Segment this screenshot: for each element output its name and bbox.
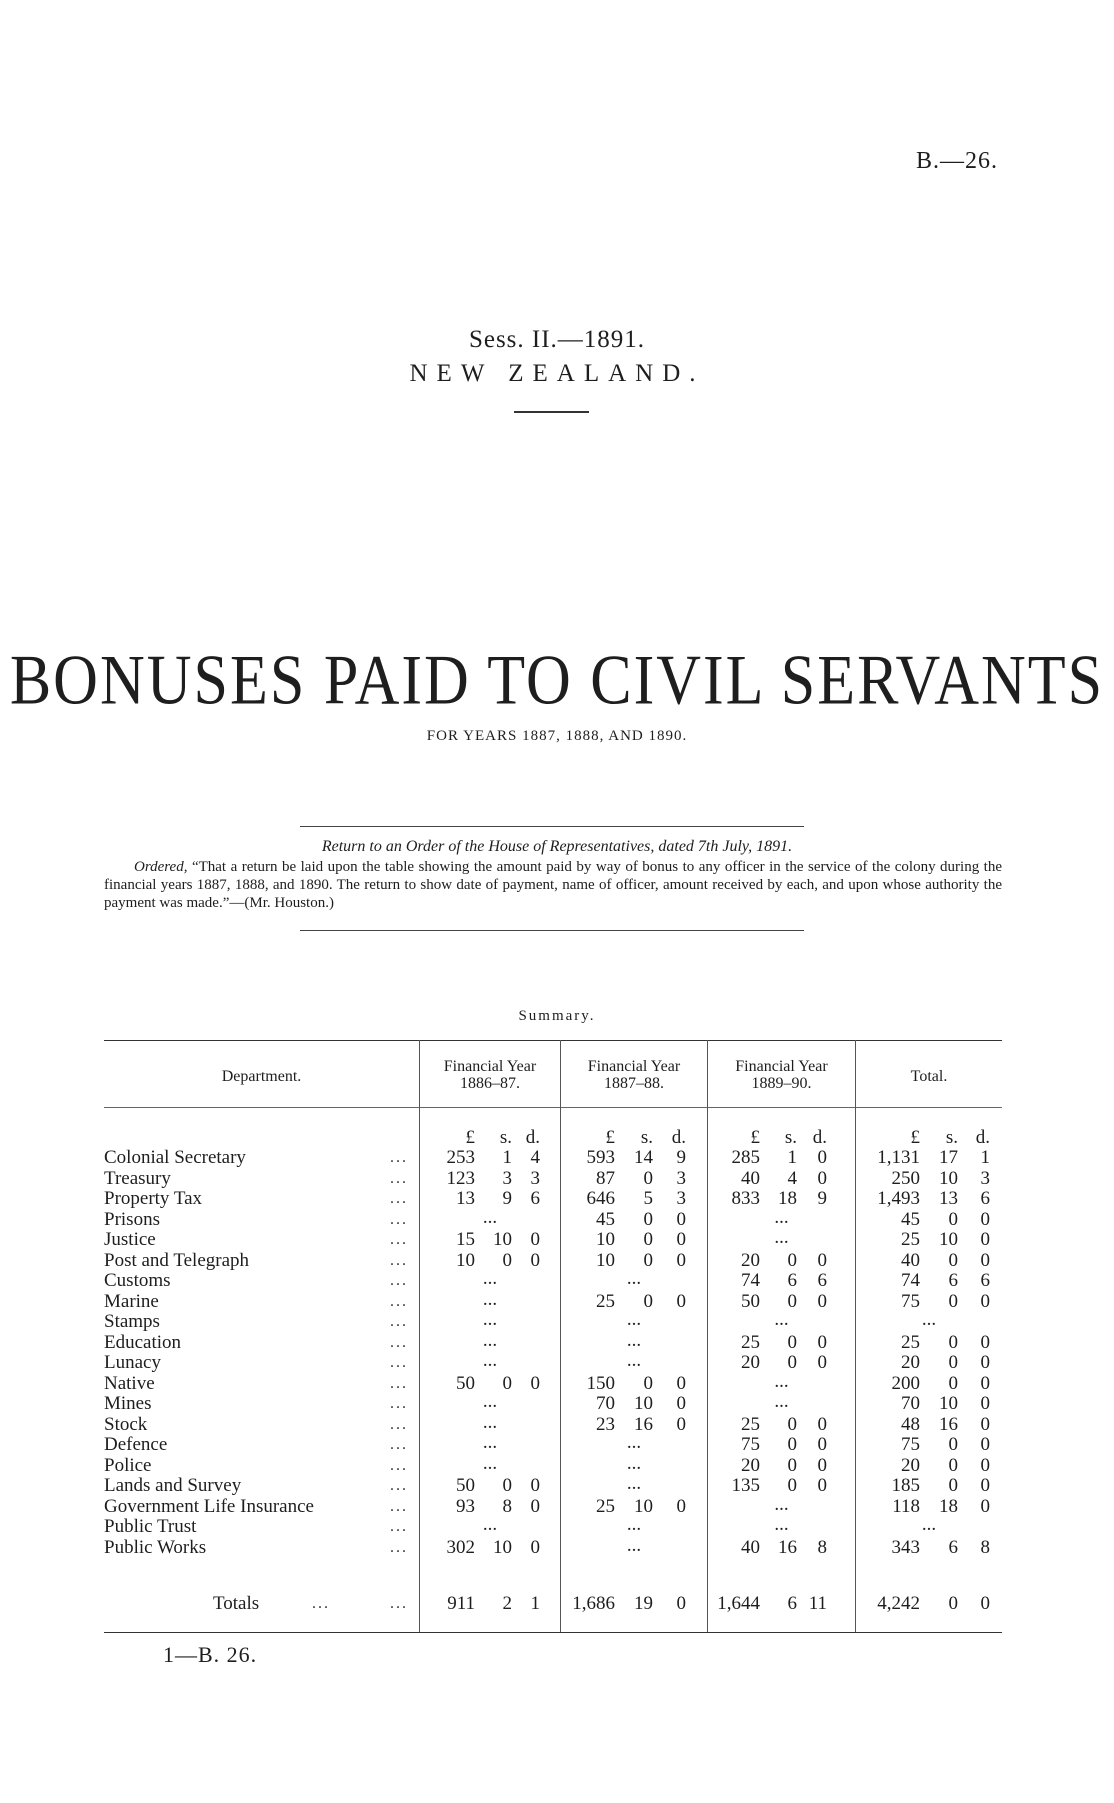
empty-cell: ... — [482, 1330, 498, 1351]
empty-cell: ... — [626, 1514, 642, 1535]
empty-cell: ... — [626, 1309, 642, 1330]
cell-pence: 0 — [817, 1168, 827, 1189]
cell-shillings: 10 — [939, 1229, 958, 1250]
cell-shillings: 0 — [948, 1434, 958, 1455]
cell-shillings: 16 — [778, 1537, 797, 1558]
leader-dots: ... — [390, 1477, 408, 1494]
leader-dots: ... — [312, 1595, 330, 1612]
summary-heading: Summary. — [518, 1008, 596, 1024]
row-department: Police — [104, 1455, 152, 1476]
row-department: Marine — [104, 1291, 159, 1312]
cell-shillings: 0 — [643, 1209, 653, 1230]
cell-pence: 0 — [676, 1250, 686, 1271]
unit-shillings: s. — [945, 1127, 958, 1148]
cell-pence: 0 — [980, 1332, 990, 1353]
cell-pounds: 25 — [901, 1229, 920, 1250]
cell-pence: 8 — [817, 1537, 827, 1558]
cell-pounds: 93 — [456, 1496, 475, 1517]
cell-pounds: 25 — [596, 1291, 615, 1312]
cell-pence: 0 — [980, 1434, 990, 1455]
cell-pounds: 25 — [901, 1332, 920, 1353]
cell-pence: 0 — [530, 1475, 540, 1496]
cell-shillings: 10 — [634, 1393, 653, 1414]
row-department: Public Works — [104, 1537, 207, 1558]
row-department: Education — [104, 1332, 182, 1353]
cell-pence: 0 — [817, 1455, 827, 1476]
leader-dots: ... — [390, 1190, 408, 1207]
leader-dots: ... — [390, 1416, 408, 1433]
empty-cell: ... — [482, 1453, 498, 1474]
total-pounds: 1,644 — [717, 1593, 760, 1614]
cell-shillings: 10 — [634, 1496, 653, 1517]
cell-pence: 0 — [676, 1229, 686, 1250]
cell-pence: 0 — [676, 1393, 686, 1414]
cell-pence: 0 — [980, 1455, 990, 1476]
leader-dots: ... — [390, 1436, 408, 1453]
leader-dots: ... — [390, 1231, 408, 1248]
cell-pence: 0 — [980, 1291, 990, 1312]
cell-shillings: 0 — [787, 1475, 797, 1496]
cell-shillings: 16 — [939, 1414, 958, 1435]
empty-cell: ... — [482, 1207, 498, 1228]
cell-pence: 0 — [676, 1373, 686, 1394]
leader-dots: ... — [390, 1170, 408, 1187]
cell-shillings: 0 — [502, 1373, 512, 1394]
cell-pounds: 185 — [891, 1475, 920, 1496]
row-department: Mines — [104, 1393, 152, 1414]
cell-shillings: 6 — [787, 1270, 797, 1291]
row-department: Prisons — [104, 1209, 160, 1230]
header-fy-1886-87: Financial Year 1886–87. — [443, 1058, 537, 1092]
ordered-paragraph — [104, 858, 1002, 912]
cell-pounds: 75 — [901, 1434, 920, 1455]
cell-shillings: 14 — [634, 1147, 653, 1168]
cell-shillings: 0 — [787, 1352, 797, 1373]
cell-pounds: 87 — [596, 1168, 615, 1189]
row-department: Property Tax — [104, 1188, 203, 1209]
cell-pence: 0 — [817, 1332, 827, 1353]
cell-shillings: 0 — [787, 1291, 797, 1312]
cell-pounds: 135 — [731, 1475, 760, 1496]
total-pence: 0 — [980, 1593, 990, 1614]
cell-pence: 0 — [980, 1209, 990, 1230]
cell-shillings: 0 — [643, 1291, 653, 1312]
return-order-line: Return to an Order of the House of Representatives, dated 7th July, 1891. — [321, 838, 793, 855]
empty-cell: ... — [482, 1289, 498, 1310]
totals-label: Totals — [213, 1593, 260, 1614]
cell-shillings: 17 — [939, 1147, 958, 1168]
cell-pence: 3 — [676, 1168, 686, 1189]
cell-pounds: 48 — [901, 1414, 920, 1435]
cell-pounds: 285 — [731, 1147, 760, 1168]
cell-pounds: 20 — [901, 1455, 920, 1476]
row-department: Native — [104, 1373, 155, 1394]
cell-pounds: 10 — [456, 1250, 475, 1271]
cell-pence: 0 — [980, 1393, 990, 1414]
divider — [514, 411, 589, 413]
cell-pence: 0 — [676, 1496, 686, 1517]
cell-shillings: 8 — [502, 1496, 512, 1517]
cell-shillings: 0 — [948, 1373, 958, 1394]
cell-pounds: 20 — [741, 1352, 760, 1373]
cell-pounds: 25 — [741, 1332, 760, 1353]
cell-pence: 0 — [980, 1250, 990, 1271]
page-reference: B.—26. — [915, 148, 998, 174]
leader-dots: ... — [390, 1272, 408, 1289]
cell-pence: 0 — [676, 1291, 686, 1312]
cell-pence: 0 — [980, 1414, 990, 1435]
cell-shillings: 3 — [502, 1168, 512, 1189]
leader-dots: ... — [390, 1375, 408, 1392]
cell-shillings: 0 — [787, 1414, 797, 1435]
cell-pence: 0 — [817, 1352, 827, 1373]
leader-dots: ... — [390, 1252, 408, 1269]
cell-pounds: 646 — [586, 1188, 615, 1209]
cell-shillings: 10 — [493, 1229, 512, 1250]
ordered-text: “That a return be laid upon the table showing the amount paid by way of bonus to any officer in the service of the colony during the financial years 1887, 1888, and 1890. The return to show date of payment, name of officer, amount received by each, and upon whose authority the payment was made.”—(Mr. Houston.) — [104, 859, 1003, 911]
cell-shillings: 18 — [939, 1496, 958, 1517]
row-department: Justice — [104, 1229, 156, 1250]
row-department: Lands and Survey — [104, 1475, 242, 1496]
cell-pounds: 10 — [596, 1229, 615, 1250]
leader-dots: ... — [390, 1395, 408, 1412]
cell-pounds: 50 — [456, 1475, 475, 1496]
cell-pounds: 50 — [456, 1373, 475, 1394]
cell-pence: 0 — [530, 1373, 540, 1394]
unit-shillings: s. — [640, 1127, 653, 1148]
cell-pence: 0 — [817, 1291, 827, 1312]
cell-shillings: 1 — [787, 1147, 797, 1168]
cell-pence: 3 — [980, 1168, 990, 1189]
row-department: Customs — [104, 1270, 171, 1291]
cell-pence: 0 — [530, 1229, 540, 1250]
cell-pounds: 74 — [901, 1270, 920, 1291]
cell-pence: 0 — [676, 1414, 686, 1435]
cell-pence: 0 — [817, 1147, 827, 1168]
divider — [300, 930, 804, 931]
unit-pounds: £ — [750, 1127, 760, 1148]
leader-dots: ... — [390, 1334, 408, 1351]
leader-dots: ... — [390, 1313, 408, 1330]
cell-pounds: 40 — [741, 1168, 760, 1189]
empty-cell: ... — [482, 1432, 498, 1453]
cell-shillings: 0 — [787, 1332, 797, 1353]
cell-pence: 0 — [817, 1414, 827, 1435]
cell-shillings: 0 — [643, 1373, 653, 1394]
cell-pence: 6 — [817, 1270, 827, 1291]
unit-pounds: £ — [465, 1127, 475, 1148]
cell-pence: 0 — [980, 1373, 990, 1394]
cell-pence: 0 — [530, 1537, 540, 1558]
leader-dots: ... — [390, 1595, 408, 1612]
empty-cell: ... — [921, 1514, 937, 1535]
cell-pence: 3 — [530, 1168, 540, 1189]
divider — [300, 826, 804, 827]
empty-cell: ... — [482, 1309, 498, 1330]
total-pounds: 1,686 — [572, 1593, 615, 1614]
cell-shillings: 0 — [948, 1250, 958, 1271]
cell-shillings: 13 — [939, 1188, 958, 1209]
row-department: Treasury — [104, 1168, 171, 1189]
total-shillings: 2 — [502, 1593, 512, 1614]
cell-pence: 0 — [980, 1475, 990, 1496]
row-department: Government Life Insurance — [104, 1496, 314, 1517]
cell-shillings: 0 — [643, 1168, 653, 1189]
cell-shillings: 6 — [948, 1537, 958, 1558]
empty-cell: ... — [626, 1432, 642, 1453]
row-department: Defence — [104, 1434, 168, 1455]
cell-shillings: 9 — [502, 1188, 512, 1209]
row-department: Lunacy — [104, 1352, 161, 1373]
cell-pence: 0 — [980, 1229, 990, 1250]
cell-pence: 3 — [676, 1188, 686, 1209]
cell-pounds: 45 — [596, 1209, 615, 1230]
unit-pence: d. — [975, 1127, 990, 1148]
leader-dots: ... — [390, 1354, 408, 1371]
cell-pounds: 123 — [446, 1168, 475, 1189]
empty-cell: ... — [774, 1227, 789, 1248]
cell-pounds: 200 — [891, 1373, 920, 1394]
unit-pounds: £ — [910, 1127, 920, 1148]
cell-shillings: 0 — [948, 1209, 958, 1230]
row-department: Public Trust — [104, 1516, 197, 1537]
leader-dots: ... — [390, 1518, 408, 1535]
cell-pence: 4 — [530, 1147, 540, 1168]
cell-pounds: 343 — [891, 1537, 920, 1558]
document-title: BONUSES PAID TO CIVIL SERVANTS — [9, 641, 1105, 720]
cell-pounds: 40 — [901, 1250, 920, 1271]
unit-shillings: s. — [499, 1127, 512, 1148]
cell-shillings: 0 — [948, 1352, 958, 1373]
table-header-rule — [104, 1107, 1002, 1108]
cell-pounds: 70 — [901, 1393, 920, 1414]
row-department: Colonial Secretary — [104, 1147, 246, 1168]
cell-pounds: 25 — [741, 1414, 760, 1435]
table-top-rule — [104, 1040, 1002, 1041]
cell-pounds: 1,493 — [877, 1188, 920, 1209]
empty-cell: ... — [626, 1473, 642, 1494]
empty-cell: ... — [774, 1494, 789, 1515]
cell-shillings: 10 — [939, 1393, 958, 1414]
total-shillings: 0 — [948, 1593, 958, 1614]
cell-pounds: 45 — [901, 1209, 920, 1230]
table-bottom-rule — [104, 1632, 1002, 1633]
leader-dots: ... — [390, 1457, 408, 1474]
empty-cell: ... — [482, 1412, 498, 1433]
cell-shillings: 0 — [643, 1250, 653, 1271]
cell-shillings: 16 — [634, 1414, 653, 1435]
cell-pounds: 50 — [741, 1291, 760, 1312]
cell-shillings: 0 — [502, 1250, 512, 1271]
cell-shillings: 6 — [948, 1270, 958, 1291]
cell-pence: 0 — [676, 1209, 686, 1230]
cell-pounds: 150 — [586, 1373, 615, 1394]
total-shillings: 19 — [634, 1593, 653, 1614]
column-rule — [855, 1040, 856, 1632]
cell-shillings: 10 — [493, 1537, 512, 1558]
cell-shillings: 0 — [787, 1434, 797, 1455]
unit-pounds: £ — [605, 1127, 615, 1148]
cell-pence: 0 — [530, 1250, 540, 1271]
cell-pounds: 118 — [892, 1496, 920, 1517]
empty-cell: ... — [774, 1371, 789, 1392]
cell-pounds: 302 — [446, 1537, 475, 1558]
header-department: Department. — [221, 1068, 302, 1085]
cell-shillings: 0 — [643, 1229, 653, 1250]
cell-pence: 0 — [980, 1496, 990, 1517]
cell-pounds: 250 — [891, 1168, 920, 1189]
cell-pence: 8 — [980, 1537, 990, 1558]
cell-shillings: 10 — [939, 1168, 958, 1189]
cell-pounds: 1,131 — [877, 1147, 920, 1168]
row-department: Stock — [104, 1414, 148, 1435]
cell-shillings: 18 — [778, 1188, 797, 1209]
cell-pence: 6 — [530, 1188, 540, 1209]
leader-dots: ... — [390, 1539, 408, 1556]
cell-pounds: 593 — [586, 1147, 615, 1168]
header-fy-1887-88: Financial Year 1887–88. — [587, 1058, 681, 1092]
empty-cell: ... — [774, 1391, 789, 1412]
cell-pounds: 25 — [596, 1496, 615, 1517]
header-total: Total. — [910, 1068, 948, 1085]
cell-pounds: 40 — [741, 1537, 760, 1558]
session-line: Sess. II.—1891. — [468, 326, 646, 353]
empty-cell: ... — [774, 1309, 789, 1330]
empty-cell: ... — [482, 1514, 498, 1535]
cell-pounds: 13 — [456, 1188, 475, 1209]
cell-pence: 0 — [817, 1475, 827, 1496]
leader-dots: ... — [390, 1498, 408, 1515]
cell-pence: 0 — [530, 1496, 540, 1517]
cell-pounds: 20 — [741, 1455, 760, 1476]
cell-pence: 1 — [980, 1147, 990, 1168]
cell-shillings: 0 — [502, 1475, 512, 1496]
cell-pounds: 20 — [901, 1352, 920, 1373]
cell-pounds: 23 — [596, 1414, 615, 1435]
leader-dots: ... — [390, 1293, 408, 1310]
leader-dots: ... — [390, 1211, 408, 1228]
empty-cell: ... — [774, 1514, 789, 1535]
cell-pence: 9 — [817, 1188, 827, 1209]
cell-shillings: 0 — [787, 1250, 797, 1271]
empty-cell: ... — [482, 1268, 498, 1289]
cell-pounds: 10 — [596, 1250, 615, 1271]
cell-pounds: 70 — [596, 1393, 615, 1414]
empty-cell: ... — [482, 1350, 498, 1371]
total-shillings: 6 — [787, 1593, 797, 1614]
leader-dots: ... — [390, 1149, 408, 1166]
cell-pounds: 253 — [446, 1147, 475, 1168]
cell-shillings: 4 — [787, 1168, 797, 1189]
cell-pounds: 75 — [741, 1434, 760, 1455]
row-department: Post and Telegraph — [104, 1250, 250, 1271]
unit-pence: d. — [812, 1127, 827, 1148]
total-pounds: 911 — [447, 1593, 475, 1614]
cell-pounds: 74 — [741, 1270, 760, 1291]
total-pence: 11 — [808, 1593, 827, 1614]
unit-pence: d. — [671, 1127, 686, 1148]
empty-cell: ... — [626, 1330, 642, 1351]
cell-pounds: 15 — [456, 1229, 475, 1250]
cell-shillings: 0 — [787, 1455, 797, 1476]
cell-pounds: 75 — [901, 1291, 920, 1312]
header-fy-1889-90: Financial Year 1889–90. — [735, 1058, 828, 1092]
cell-pence: 6 — [980, 1188, 990, 1209]
cell-shillings: 5 — [643, 1188, 653, 1209]
cell-shillings: 0 — [948, 1455, 958, 1476]
empty-cell: ... — [482, 1391, 498, 1412]
footer-code: 1—B. 26. — [163, 1642, 258, 1667]
cell-pence: 0 — [980, 1352, 990, 1373]
unit-pence: d. — [525, 1127, 540, 1148]
cell-pence: 9 — [676, 1147, 686, 1168]
empty-cell: ... — [921, 1309, 937, 1330]
document-subtitle: FOR YEARS 1887, 1888, AND 1890. — [426, 728, 688, 744]
cell-shillings: 0 — [948, 1475, 958, 1496]
empty-cell: ... — [626, 1535, 642, 1556]
cell-pounds: 20 — [741, 1250, 760, 1271]
cell-pence: 0 — [817, 1434, 827, 1455]
empty-cell: ... — [774, 1207, 789, 1228]
cell-shillings: 1 — [502, 1147, 512, 1168]
ordered-label: Ordered, — [134, 859, 188, 875]
row-department: Stamps — [104, 1311, 160, 1332]
empty-cell: ... — [626, 1350, 642, 1371]
unit-shillings: s. — [784, 1127, 797, 1148]
country-heading: NEW ZEALAND. — [409, 360, 705, 387]
empty-cell: ... — [626, 1268, 642, 1289]
cell-shillings: 0 — [948, 1291, 958, 1312]
total-pence: 1 — [530, 1593, 540, 1614]
empty-cell: ... — [626, 1453, 642, 1474]
cell-shillings: 0 — [948, 1332, 958, 1353]
cell-pence: 6 — [980, 1270, 990, 1291]
total-pounds: 4,242 — [877, 1593, 920, 1614]
cell-pence: 0 — [817, 1250, 827, 1271]
cell-pounds: 833 — [731, 1188, 760, 1209]
total-pence: 0 — [676, 1593, 686, 1614]
